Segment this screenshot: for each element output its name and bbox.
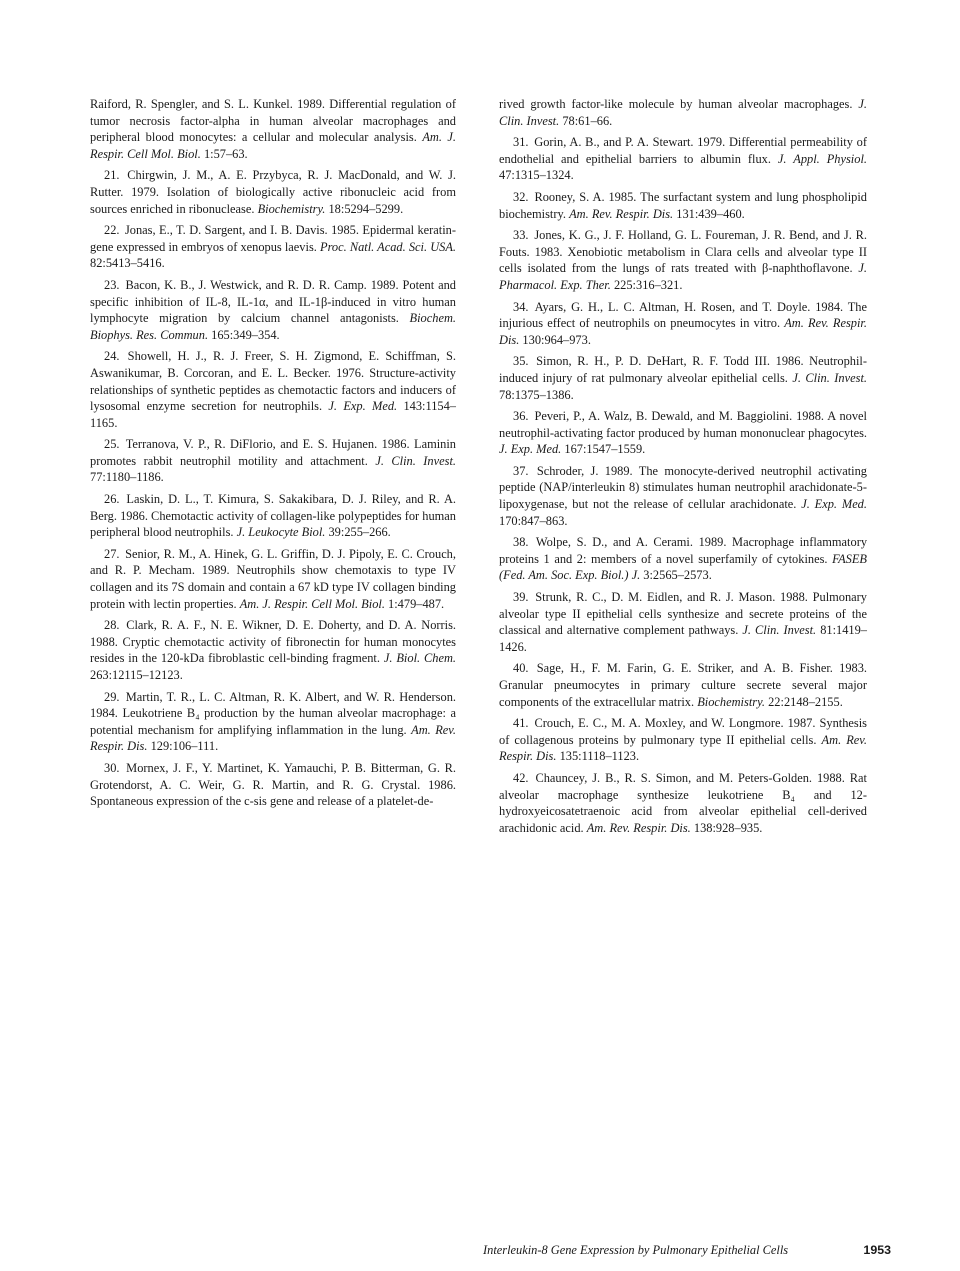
citation-volume-pages: 78:1375–1386. [499,387,574,402]
citation-volume-pages: 165:349–354. [211,327,280,342]
reference-number: 35. [513,354,529,369]
reference-text: Strunk, R. C., D. M. Eidlen, and R. J. Mason. 1988. Pulmonary alveolar type II epithelial cells synthesize and secrete proteins of the classical and alternative complement pathways. [499,590,867,638]
citation-volume-pages: 135:1118–1123. [559,749,640,764]
reference-text: Bacon, K. B., J. Westwick, and R. D. R. Camp. 1989. Potent and specific inhibition of IL-8, IL-1α, and IL-1β-induced in vitro human lymphocyte migration by calcium channel antagonists. [90,277,456,326]
reference-number: 25. [104,437,120,452]
reference-entry [90,436,456,486]
reference-text: Terranova, V. P., R. DiFlorio, and E. S. Hujanen. 1986. Laminin promotes rabbit neutrophil motility and attachment. [90,437,456,468]
journal-name: Proc. Natl. Acad. Sci. USA. [320,239,457,254]
reference-number: 32. [513,189,529,204]
journal-name: Biochemistry. [697,694,765,709]
journal-name: Am. J. Respir. Cell Mol. Biol. [90,130,456,161]
reference-text: Jonas, E., T. D. Sargent, and I. B. Davis. 1985. Epidermal keratin-gene expressed in embryos of xenopus laevis. [90,223,456,254]
reference-number: 38. [513,535,529,550]
citation-volume-pages: 47:1315–1324. [499,168,574,183]
journal-name: Am. Rev. Respir. Dis. [499,316,867,347]
reference-entry [499,134,867,184]
journal-name: J. Clin. Invest. [742,623,817,638]
reference-column-right [499,96,867,841]
reference-column-left [90,96,456,815]
citation-volume-pages: 77:1180–1186. [90,470,164,485]
reference-entry [499,660,867,710]
reference-number: 37. [513,463,529,478]
reference-entry [90,546,456,612]
journal-name: Am. Rev. Respir. Dis. [569,206,674,221]
journal-name: Am. Rev. Respir. Dis. [499,732,867,764]
journal-name: J. Leukocyte Biol. [236,525,326,540]
reference-entry [499,299,867,349]
citation-volume-pages: 225:316–321. [613,277,683,292]
page-footer [483,1242,891,1258]
reference-entry [90,491,456,541]
reference-number: 34. [513,299,529,314]
reference-text: Senior, R. M., A. Hinek, G. L. Griffin, D. J. Pipoly, E. C. Crouch, and R. P. Mecham. 1989. Neutrophils show chemotaxis to type IV collagen and its 7S domain and contain a 67 kD type IV collagen binding protein with lectin properties. [90,546,456,611]
journal-name: Biochem. Biophys. Res. Commun. [90,311,456,342]
citation-volume-pages: 39:255–266. [328,525,391,540]
journal-name: J. Pharmacol. Exp. Ther. [499,261,867,292]
journal-name: FASEB (Fed. Am. Soc. Exp. Biol.) J. [499,551,867,583]
reference-entry [90,167,456,217]
reference-text: Simon, R. H., P. D. DeHart, R. F. Todd III. 1986. Neutrophil-induced injury of rat pulmonary alveolar epithelial cells. [499,354,867,385]
journal-name: J. Exp. Med. [801,497,867,512]
citation-volume-pages: 22:2148–2155. [768,694,843,709]
reference-number: 21. [104,168,120,183]
reference-number: 39. [513,590,529,605]
citation-volume-pages: 143:1154–1165. [90,399,456,430]
running-title: Interleukin-8 Gene Expression by Pulmonary Epithelial Cells [483,1243,789,1257]
reference-number: 36. [513,409,529,424]
reference-number: 31. [513,135,529,150]
citation-volume-pages: 81:1419–1426. [499,623,867,654]
citation-volume-pages: 3:2565–2573. [643,568,712,583]
reference-entry [90,760,456,810]
reference-number: 33. [513,228,529,243]
journal-name: J. Biol. Chem. [383,651,456,666]
reference-entry [499,463,867,529]
reference-entry [90,96,456,162]
journal-name: Biochemistry. [257,201,326,216]
citation-volume-pages: 18:5294–5299. [328,201,404,216]
reference-number: 42. [513,770,529,785]
reference-text: Schroder, J. 1989. The monocyte-derived neutrophil activating peptide (NAP/interleukin 8) stimulates human neutrophil arachidonate-5-lipoxygenase, but not the release of cellular arachidonate. [499,463,867,512]
reference-entry [90,689,456,755]
journal-name: Am. Rev. Respir. Dis. [90,722,456,754]
reference-entry [90,348,456,431]
journal-name: Am. Rev. Respir. Dis. [586,820,691,835]
journal-name: Am. J. Respir. Cell Mol. Biol. [239,596,385,611]
reference-text: Gorin, A. B., and P. A. Stewart. 1979. Differential permeability of endothelial and epithelial barriers to albumin flux. [499,135,867,166]
journal-name: J. Exp. Med. [499,442,562,457]
reference-number: 22. [104,223,120,238]
reference-text: Mornex, J. F., Y. Martinet, K. Yamauchi, P. B. Bitterman, G. R. Grotendorst, A. C. Weir, G. R. Martin, and R. G. Crystal. 1986. Spontaneous expression of the c-sis gene and release of a platelet-de- [90,760,456,809]
citation-volume-pages: 1:57–63. [203,146,248,161]
reference-entry [90,277,456,343]
reference-entry [499,715,867,765]
reference-entry [499,770,867,836]
reference-entry [499,353,867,403]
citation-volume-pages: 170:847–863. [499,513,568,528]
reference-text: Showell, H. J., R. J. Freer, S. H. Zigmond, E. Schiffman, S. Aswanikumar, B. Corcoran, and E. L. Becker. 1976. Structure-activity relationships of synthetic peptides as chemotactic factors and inducers of lysosomal enzyme secretion for neutrophils. [90,349,456,414]
reference-entry [499,534,867,584]
reference-entry [499,227,867,293]
reference-number: 29. [104,689,120,704]
journal-name: J. Clin. Invest. [792,370,867,385]
reference-text: Peveri, P., A. Walz, B. Dewald, and M. Baggiolini. 1988. A novel neutrophil-activating factor produced by human mononuclear phagocytes. [499,409,867,440]
reference-entry [90,222,456,272]
reference-text: Sage, H., F. M. Farin, G. E. Striker, and A. B. Fisher. 1983. Granular pneumocytes in primary culture secrete several major components of the extracellular matrix. [499,661,868,709]
citation-volume-pages: 167:1547–1559. [564,442,646,457]
journal-name: J. Clin. Invest. [375,453,456,468]
reference-text: Jones, K. G., J. F. Holland, G. L. Foureman, J. R. Bend, and J. R. Fouts. 1983. Xenobiotic metabolism in Clara cells and alveolar type II cells isolated from the lungs of rats treated with β-naphthoflavone. [499,228,867,276]
reference-entry [499,589,867,655]
reference-text: Chirgwin, J. M., A. E. Przybyca, R. J. MacDonald, and W. J. Rutter. 1979. Isolation of biologically active ribonucleic acid from sources enriched in ribonuclease. [90,168,456,216]
citation-volume-pages: 130:964–973. [522,332,591,347]
reference-number: 27. [104,546,120,561]
reference-text: Chauncey, J. B., R. S. Simon, and M. Peters-Golden. 1988. Rat alveolar macrophage synthesize leukotriene B₄ and 12-hydroxyeicosatetraenoic acid from alveolar epithelial cell-derived arachidonic acid. [499,770,867,835]
reference-text: Clark, R. A. F., N. E. Wikner, D. E. Doherty, and D. A. Norris. 1988. Cryptic chemotactic activity of fibronectin for human monocytes resides in the 120-kDa fibroblastic cell-binding fragment. [90,618,456,666]
citation-volume-pages: 129:106–111. [150,739,219,754]
reference-number: 41. [513,716,529,731]
journal-name: J. Appl. Physiol. [777,151,867,166]
reference-number: 28. [104,618,120,633]
reference-number: 23. [104,277,120,292]
journal-name: J. Exp. Med. [328,399,398,414]
citation-volume-pages: 131:439–460. [676,206,745,221]
reference-number: 40. [513,661,529,676]
reference-text: Martin, T. R., L. C. Altman, R. K. Albert, and W. R. Henderson. 1984. Leukotriene B₄ production by the human alveolar macrophage: a potential mechanism for amplifying inflammation in the lung. [90,689,456,737]
reference-text: Laskin, D. L., T. Kimura, S. Sakakibara, D. J. Riley, and R. A. Berg. 1986. Chemotactic activity of collagen-like polypeptides for human peripheral blood neutrophils. [90,492,456,540]
reference-text: Ayars, G. H., L. C. Altman, H. Rosen, and T. Doyle. 1984. The injurious effect of neutrophils on pneumocytes in vitro. [499,299,867,331]
page-number: 1953 [863,1243,891,1257]
reference-text: Rooney, S. A. 1985. The surfactant system and lung phospholipid biochemistry. [499,189,867,221]
reference-number: 30. [104,760,120,775]
reference-number: 26. [104,492,120,507]
journal-name: J. Clin. Invest. [499,97,867,128]
reference-text: Raiford, R. Spengler, and S. L. Kunkel. 1989. Differential regulation of tumor necrosis factor-alpha in human alveolar macrophages and peripheral blood monocytes: a cellular and molecular analysis. [90,97,456,145]
citation-volume-pages: 1:479–487. [388,596,445,611]
citation-volume-pages: 82:5413–5416. [90,256,165,271]
reference-number: 24. [104,349,120,364]
reference-text: Crouch, E. C., M. A. Moxley, and W. Longmore. 1987. Synthesis of collagenous proteins by pulmonary type II epithelial cells. [499,716,867,747]
reference-entry [90,617,456,683]
citation-volume-pages: 78:61–66. [562,113,613,128]
reference-text: rived growth factor-like molecule by human alveolar macrophages. [499,97,853,111]
reference-text: Wolpe, S. D., and A. Cerami. 1989. Macrophage inflammatory proteins 1 and 2: members of a novel superfamily of cytokines. [499,535,868,566]
reference-entry [499,408,867,458]
reference-entry [499,96,867,129]
citation-volume-pages: 263:12115–12123. [90,668,183,682]
reference-entry [499,189,867,222]
citation-volume-pages: 138:928–935. [693,820,763,835]
